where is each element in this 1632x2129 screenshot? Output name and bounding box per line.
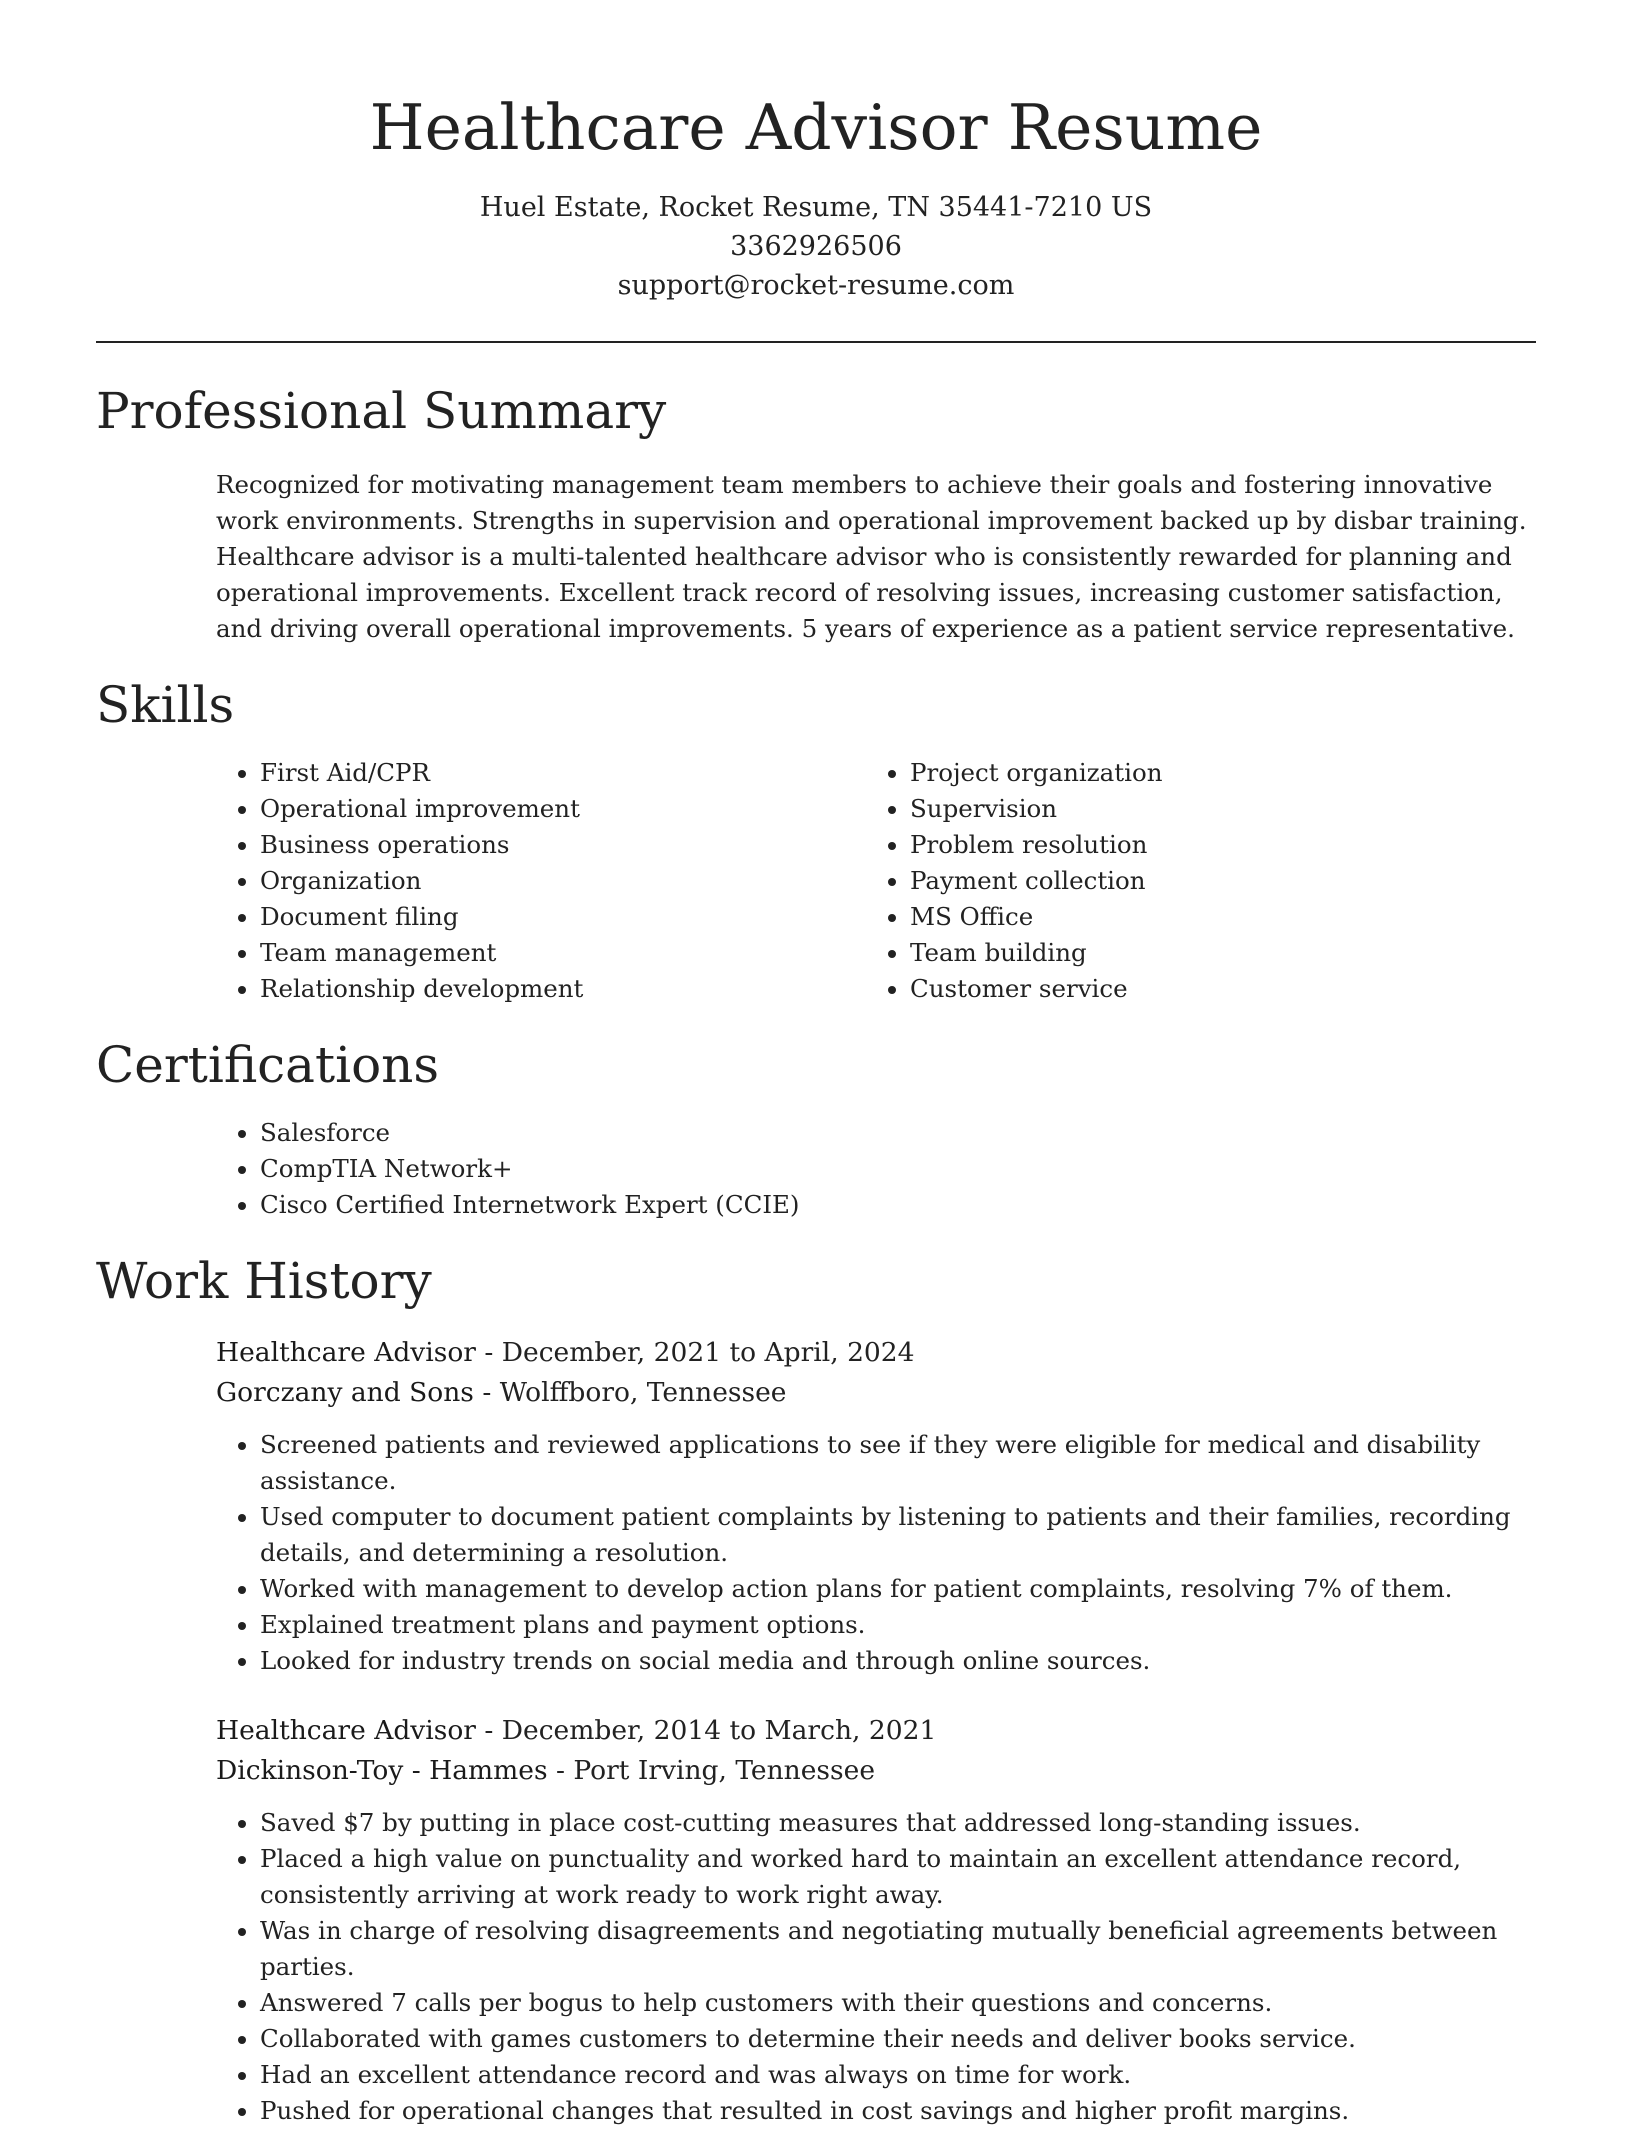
job-company-line: Gorczany and Sons - Wolffboro, Tennessee	[216, 1377, 787, 1408]
skill-item: • Customer service	[910, 971, 1516, 1007]
resume-header	[96, 0, 1536, 305]
job-bullet: • Saved $7 by putting in place cost-cutting measures that addressed long-standing issues.	[260, 1805, 1536, 1841]
contact-email: support@rocket-resume.com	[617, 270, 1015, 301]
job-dates: December, 2014 to March, 2021	[501, 1715, 937, 1746]
skills-column-left	[216, 755, 866, 1007]
job-bullet: • Worked with management to develop action plans for patient complaints, resolving 7% of them.	[260, 1571, 1536, 1607]
contact-block	[96, 188, 1536, 305]
skills-list	[216, 755, 1536, 1007]
skill-item: • Relationship development	[260, 971, 866, 1007]
job-bullet: • Explained treatment plans and payment options.	[260, 1607, 1536, 1643]
job-company: Gorczany and Sons	[216, 1377, 474, 1408]
job-title: Healthcare Advisor	[216, 1337, 476, 1368]
job-company-line: Dickinson-Toy - Hammes - Port Irving, Tennessee	[216, 1755, 875, 1786]
job-bullets	[216, 1427, 1536, 1679]
job-bullets	[216, 1805, 1536, 2129]
job-entry	[216, 1333, 1536, 1679]
job-company: Dickinson-Toy - Hammes	[216, 1755, 548, 1786]
job-location: Port Irving, Tennessee	[573, 1755, 875, 1786]
resume-title: Healthcare Advisor Resume	[369, 91, 1263, 164]
skill-item: • Organization	[260, 863, 866, 899]
skill-item: • Document filing	[260, 899, 866, 935]
job-bullet: • Collaborated with games customers to determine their needs and deliver books service.	[260, 2021, 1536, 2057]
certification-item: • Cisco Certified Internetwork Expert (CCIE)	[260, 1187, 1536, 1223]
job-title-line: Healthcare Advisor - December, 2021 to April, 2024	[216, 1337, 915, 1368]
skill-item: • Business operations	[260, 827, 866, 863]
skill-item: • First Aid/CPR	[260, 755, 866, 791]
job-bullet: • Screened patients and reviewed applications to see if they were eligible for medical and disability assistance.	[260, 1427, 1536, 1499]
skills-heading: Skills	[96, 676, 235, 734]
contact-phone: 3362926506	[730, 231, 902, 262]
skills-column-right	[866, 755, 1516, 1007]
job-bullet: • Placed a high value on punctuality and worked hard to maintain an excellent attendance record, consistently arriving at work ready to work right away.	[260, 1841, 1536, 1913]
skill-item: • Team building	[910, 935, 1516, 971]
skill-item: • Payment collection	[910, 863, 1516, 899]
resume-page	[96, 0, 1536, 2129]
certification-item: • CompTIA Network+	[260, 1151, 1536, 1187]
certifications-list	[216, 1115, 1536, 1223]
job-dates: December, 2021 to April, 2024	[501, 1337, 915, 1368]
job-bullet: • Answered 7 calls per bogus to help customers with their questions and concerns.	[260, 1985, 1536, 2021]
job-bullet: • Used computer to document patient complaints by listening to patients and their families, recording details, and determining a resolution.	[260, 1499, 1536, 1571]
job-entry	[216, 1711, 1536, 2129]
work-history-heading: Work History	[96, 1252, 432, 1310]
skill-item: • Problem resolution	[910, 827, 1516, 863]
summary-heading: Professional Summary	[96, 382, 667, 440]
job-location: Wolffboro, Tennessee	[499, 1377, 787, 1408]
job-title: Healthcare Advisor	[216, 1715, 476, 1746]
skill-item: • Supervision	[910, 791, 1516, 827]
skill-item: • Operational improvement	[260, 791, 866, 827]
header-divider	[96, 341, 1536, 343]
summary-text: Recognized for motivating management team members to achieve their goals and fostering innovative work environments. Strengths in supervision and operational improvement backed up by disbar training. Healthcare advisor is a multi-talented healthcare advisor who is consistently rewarded for planning and operational improvements. Excellent track record of resolving issues, increasing customer satisfaction, and driving overall operational improvements. 5 years of experience as a patient service representative.	[216, 470, 1527, 643]
job-bullet: • Pushed for operational changes that resulted in cost savings and higher profit margins.	[260, 2093, 1536, 2129]
certifications-heading: Certifications	[96, 1036, 440, 1094]
certification-item: • Salesforce	[260, 1115, 1536, 1151]
skill-item: • MS Office	[910, 899, 1516, 935]
job-title-line: Healthcare Advisor - December, 2014 to March, 2021	[216, 1715, 937, 1746]
job-bullet: • Looked for industry trends on social media and through online sources.	[260, 1643, 1536, 1679]
skill-item: • Team management	[260, 935, 866, 971]
job-bullet: • Had an excellent attendance record and was always on time for work.	[260, 2057, 1536, 2093]
skill-item: • Project organization	[910, 755, 1516, 791]
contact-address: Huel Estate, Rocket Resume, TN 35441-7210 US	[479, 192, 1153, 223]
job-bullet: • Was in charge of resolving disagreements and negotiating mutually beneficial agreements between parties.	[260, 1913, 1536, 1985]
